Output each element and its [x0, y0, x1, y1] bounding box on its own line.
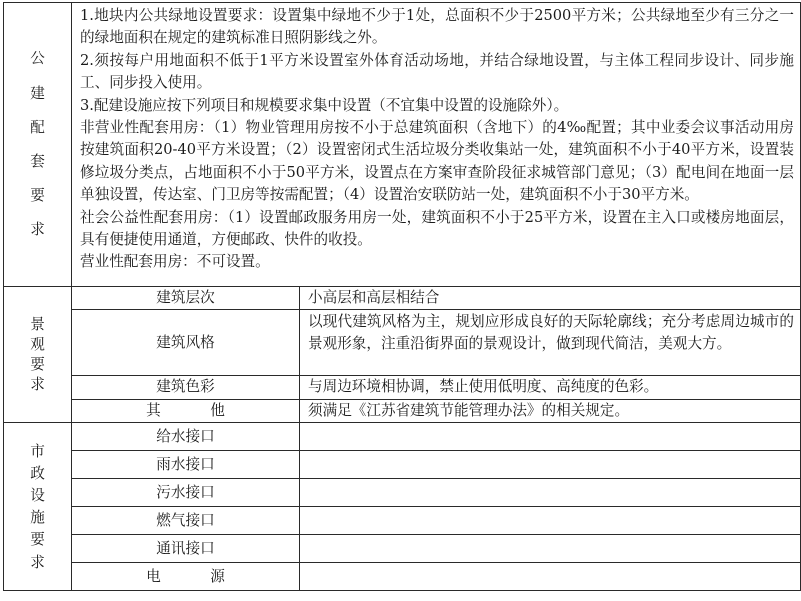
requirement-paragraph: 非营业性配套用房：（1）物业管理用房按不小于总建筑面积（含地下）的4‰配置；其中业委会议事活动用房按建筑面积20-40平方米设置；（2）设置密闭式生活垃圾分类收集站一处，建筑面积不小于40平方米，设置装修垃圾分类点，占地面积不小于50平方米，设置点在方案审查阶段征求城管部门意见；（3）配电间在地面一层单独设置，传达室、门卫房等按需配置；（4）设置治安联防站一处，建筑面积不小于30平方米。 [80, 119, 795, 204]
public-facilities-row [4, 3, 801, 287]
label-char: 要 [30, 356, 45, 374]
label-char: 套 [30, 153, 45, 170]
label-char: 要 [30, 531, 45, 549]
municipal-row [4, 423, 801, 451]
label-char: 求 [30, 376, 45, 394]
row-label: 电源 [72, 563, 300, 591]
municipal-row [4, 535, 801, 563]
label-char: 观 [30, 335, 45, 353]
label-char: 配 [30, 118, 45, 136]
landscape-section-label [4, 287, 72, 423]
requirement-paragraph: 1.地块内公共绿地设置要求：设置集中绿地不少于1处，总面积不少于2500平方米；公共绿地至少有三分之一的绿地面积在规定的建筑标准日照阴影线之外。 [80, 7, 795, 47]
planning-requirements-table [3, 2, 801, 591]
row-value [300, 423, 801, 451]
row-value: 小高层和高层相结合 [300, 287, 801, 310]
label-char: 设 [30, 487, 45, 504]
landscape-row [4, 376, 801, 399]
row-label: 建筑色彩 [72, 376, 300, 399]
requirement-paragraph: 营业性配套用房：不可设置。 [80, 253, 270, 271]
row-value [300, 507, 801, 535]
row-value: 须满足《江苏省建筑节能管理办法》的相关规定。 [300, 399, 801, 422]
row-value [300, 535, 801, 563]
requirement-paragraph: 2.须按每户用地面积不低于1平方米设置室外体育活动场地，并结合绿地设置，与主体工程同步设计、同步施工、同步投入使用。 [80, 51, 795, 92]
label-char: 求 [30, 221, 45, 239]
row-value [300, 451, 801, 479]
public-facilities-section-label [4, 3, 72, 287]
landscape-row [4, 287, 801, 310]
label-char: 要 [30, 187, 45, 205]
row-label: 污水接口 [72, 479, 300, 507]
label-char: 景 [30, 315, 45, 333]
municipal-row [4, 451, 801, 479]
label-char: 公 [30, 50, 45, 68]
label-char: 建 [30, 84, 45, 102]
row-label: 雨水接口 [72, 451, 300, 479]
label-char: 施 [30, 509, 45, 527]
row-label: 燃气接口 [72, 507, 300, 535]
row-label: 通讯接口 [72, 535, 300, 563]
municipal-row [4, 563, 801, 591]
row-value [300, 563, 801, 591]
label-char: 市 [30, 442, 45, 460]
label-char: 求 [30, 553, 45, 571]
landscape-row [4, 310, 801, 376]
row-value: 以现代建筑风格为主，规划应形成良好的天际轮廓线；充分考虑周边城市的景观形象，注重沿街界面的景观设计，做到现代简洁，美观大方。 [300, 310, 801, 376]
municipal-row [4, 479, 801, 507]
requirement-paragraph: 社会公益性配套用房：（1）设置邮政服务用房一处，建筑面积不小于25平方米，设置在主入口或楼房地面层，具有便捷使用通道，方便邮政、快件的收投。 [80, 208, 795, 249]
row-value [300, 479, 801, 507]
municipal-row [4, 507, 801, 535]
row-label: 其他 [72, 399, 300, 422]
row-value: 与周边环境相协调，禁止使用低明度、高纯度的色彩。 [300, 376, 801, 399]
label-char: 政 [30, 464, 45, 482]
municipal-section-label [4, 423, 72, 591]
row-label: 建筑层次 [72, 287, 300, 310]
requirement-paragraph: 3.配建设施应按下列项目和规模要求集中设置（不宜集中设置的设施除外）。 [80, 96, 569, 114]
row-label: 给水接口 [72, 423, 300, 451]
landscape-row [4, 399, 801, 422]
public-facilities-content [72, 3, 801, 287]
row-label: 建筑风格 [72, 310, 300, 376]
